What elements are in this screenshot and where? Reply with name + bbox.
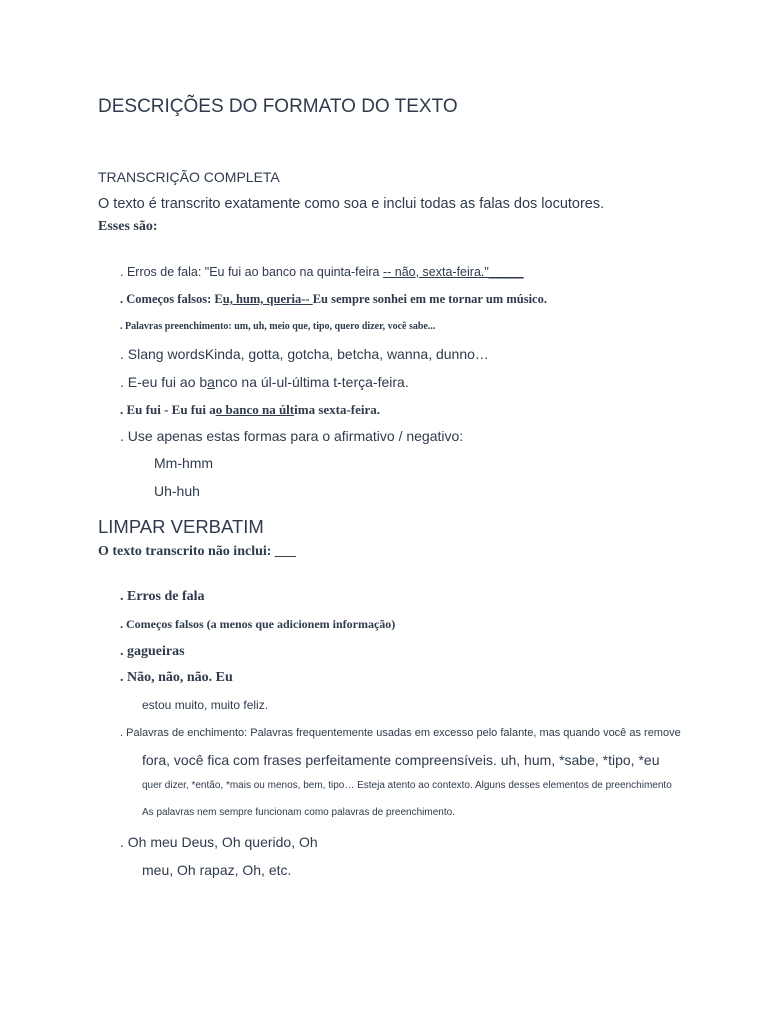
list-item-text-end: nco na úl-ul-última t-terça-feira.	[214, 374, 409, 390]
list-item-text: . Eu fui - Eu fui a	[120, 402, 216, 417]
list-item-text: . Erros de fala: "Eu fui ao banco na quinta-feira	[120, 265, 383, 279]
underlined-text: a	[207, 374, 215, 390]
list-item-slang: . Slang wordsKinda, gotta, gotcha, betcha, wanna, dunno…	[120, 346, 489, 362]
negative-uh-huh: Uh-huh	[154, 483, 200, 499]
section-heading-limpar-verbatim: LIMPAR VERBATIM	[98, 516, 264, 537]
list-item-e-eu	[120, 374, 409, 390]
list-item-comecos-falsos: . Começos falsos (a menos que adicionem informação)	[120, 617, 396, 631]
list-item-oh-meu-deus: . Oh meu Deus, Oh querido, Oh	[120, 834, 318, 850]
page-title: DESCRIÇÕES DO FORMATO DO TEXTO	[98, 96, 458, 117]
list-item-gagueiras: . gagueiras	[120, 644, 185, 659]
list-item-continuation: As palavras nem sempre funcionam como palavras de preenchimento.	[142, 807, 455, 818]
underlined-text: o banco na últ	[215, 402, 295, 417]
underlined-text: -- não, sexta-feira."_____	[382, 265, 524, 279]
section-lead: O texto transcrito não inclui: ___	[98, 544, 296, 559]
affirmative-mm-hmm: Mm-hmm	[154, 455, 214, 471]
list-item-comecos-falsos	[120, 292, 547, 307]
list-item-erros-de-fala: . Erros de fala	[120, 589, 205, 604]
list-item-eu-fui	[120, 402, 380, 418]
section-lead: Esses são:	[98, 219, 158, 234]
list-item-palavras-enchimento: . Palavras de enchimento: Palavras frequentemente usadas em excesso pelo falante, mas quando você as remove	[120, 727, 681, 739]
underlined-text: u, hum, queria--	[222, 292, 313, 306]
section-intro: O texto é transcrito exatamente como soa e inclui todas as falas dos locutores.	[98, 196, 605, 212]
list-item-palavras-preenchimento: . Palavras preenchimento: um, uh, meio que, tipo, quero dizer, você sabe...	[120, 321, 436, 332]
list-item-continuation: meu, Oh rapaz, Oh, etc.	[142, 862, 292, 878]
list-item-erros-de-fala	[120, 265, 524, 279]
list-item-text: . E-eu fui ao b	[120, 374, 208, 390]
section-heading-transcricao-completa: TRANSCRIÇÃO COMPLETA	[98, 169, 280, 185]
list-item-nao-nao: . Não, não, não. Eu	[120, 670, 233, 685]
list-item-text-end: Eu sempre sonhei em me tornar um músico.	[312, 292, 547, 306]
list-item-text: . Começos falsos: E	[120, 292, 223, 306]
list-item-continuation: fora, você fica com frases perfeitamente compreensíveis. uh, hum, *sabe, *tipo, *eu	[142, 752, 660, 768]
list-item-continuation: estou muito, muito feliz.	[142, 698, 269, 712]
list-item-use-apenas: . Use apenas estas formas para o afirmativo / negativo:	[120, 428, 464, 444]
list-item-text-end: ima sexta-feira.	[294, 402, 381, 417]
list-item-continuation: quer dizer, *então, *mais ou menos, bem, tipo… Esteja atento ao contexto. Alguns desses elementos de preenchimento	[142, 780, 672, 791]
